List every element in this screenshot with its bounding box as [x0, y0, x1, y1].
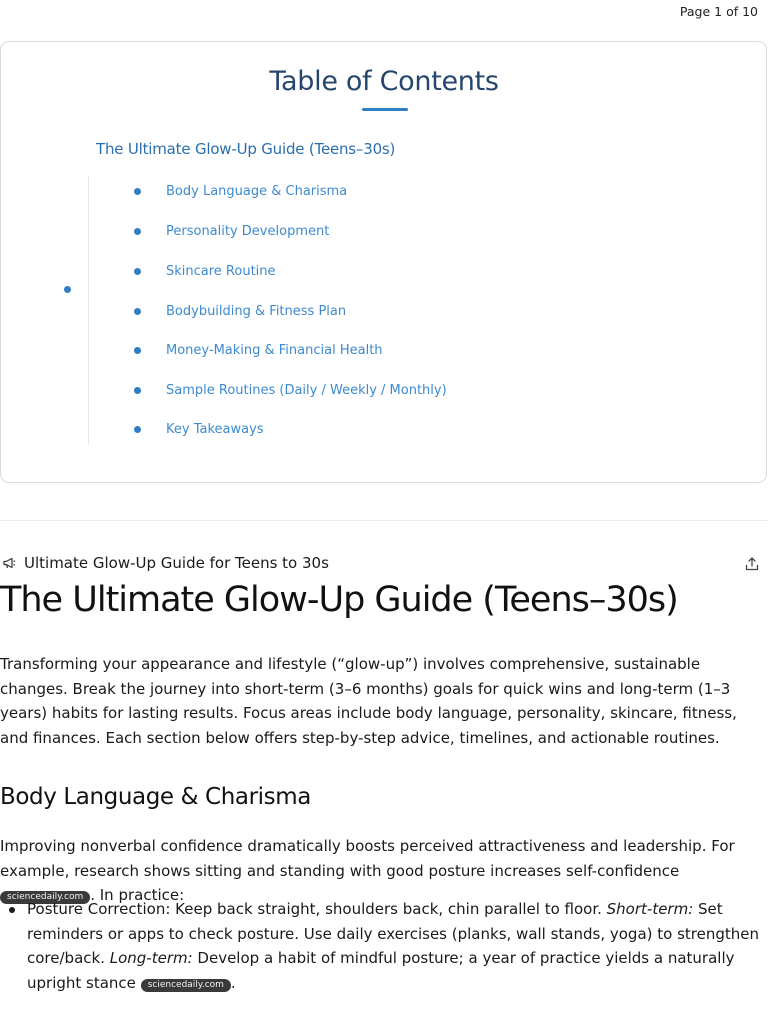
- toc-item-label[interactable]: Personality Development: [166, 223, 330, 239]
- bullet-tail: .: [230, 973, 236, 992]
- toc-outer-bullet: [64, 286, 71, 293]
- citation-badge[interactable]: sciencedaily.com: [141, 979, 231, 992]
- bullet-dot-icon: [134, 228, 141, 235]
- bullet-dot-icon: [134, 188, 141, 195]
- toc-title: Table of Contents: [269, 66, 499, 97]
- short-term-text: Set reminders or apps to check posture. Use daily exercises (planks, wall stands, yoga) to strengthen core/back.: [27, 900, 760, 967]
- paragraph-text: Improving nonverbal confidence dramatically boosts perceived attractiveness and leadership. For example, research shows sitting and standing with good posture increases self-confidence: [0, 837, 735, 880]
- bullet-lead: Posture Correction: Keep back straight, shoulders back, chin parallel to floor.: [27, 900, 607, 918]
- short-term-label: Short-term:: [606, 900, 694, 918]
- bullet-dot-icon: [134, 426, 141, 433]
- paragraph-tail: . In practice:: [90, 886, 185, 904]
- toc-item[interactable]: [134, 221, 329, 241]
- bullet-dot-icon: [134, 347, 141, 354]
- toc-item[interactable]: [134, 181, 347, 201]
- megaphone-icon: [2, 556, 16, 570]
- section-divider: [0, 520, 768, 521]
- toc-tree-line: [88, 176, 89, 444]
- toc-item-label[interactable]: Bodybuilding & Fitness Plan: [166, 303, 347, 319]
- toc-item-label[interactable]: Money-Making & Financial Health: [166, 342, 383, 358]
- page-indicator: Page 1 of 10: [679, 4, 758, 19]
- breadcrumb: [2, 554, 329, 572]
- long-term-label: Long-term:: [109, 949, 193, 967]
- toc-item[interactable]: [134, 340, 383, 360]
- bullet-dot-icon: [134, 308, 141, 315]
- document-title: The Ultimate Glow-Up Guide (Teens–30s): [0, 580, 678, 620]
- breadcrumb-label: Ultimate Glow-Up Guide for Teens to 30s: [24, 554, 329, 572]
- intro-paragraph: Transforming your appearance and lifestyle (“glow-up”) involves comprehensive, sustainable changes. Break the journey into short-term (3–6 months) goals for quick wins and long-term (1–3 years) habits for lasting results. Focus areas include body language, personality, skincare, fitness, and finances. Each section below offers step-by-step advice, timelines, and actionable routines.: [0, 655, 737, 747]
- toc-item-label[interactable]: Body Language & Charisma: [166, 183, 348, 199]
- section-heading: Body Language & Charisma: [0, 784, 311, 810]
- long-term-text: Develop a habit of mindful posture; a year of practice yields a naturally upright stance: [27, 949, 735, 992]
- toc-item[interactable]: [134, 261, 276, 281]
- bullet-list: [0, 897, 768, 995]
- toc-item[interactable]: [134, 380, 447, 400]
- share-icon[interactable]: [744, 556, 760, 572]
- toc-item-label[interactable]: Key Takeaways: [166, 421, 264, 437]
- toc-item[interactable]: [134, 419, 264, 439]
- toc-item[interactable]: [134, 301, 346, 321]
- list-item: [0, 897, 768, 995]
- citation-badge[interactable]: sciencedaily.com: [0, 891, 90, 904]
- toc-main-link[interactable]: The Ultimate Glow-Up Guide (Teens–30s): [96, 140, 396, 158]
- toc-title-underline: [362, 108, 408, 111]
- toc-item-label[interactable]: Sample Routines (Daily / Weekly / Monthly): [166, 382, 447, 398]
- bullet-dot-icon: [134, 387, 141, 394]
- toc-item-label[interactable]: Skincare Routine: [166, 263, 276, 279]
- bullet-dot-icon: [134, 268, 141, 275]
